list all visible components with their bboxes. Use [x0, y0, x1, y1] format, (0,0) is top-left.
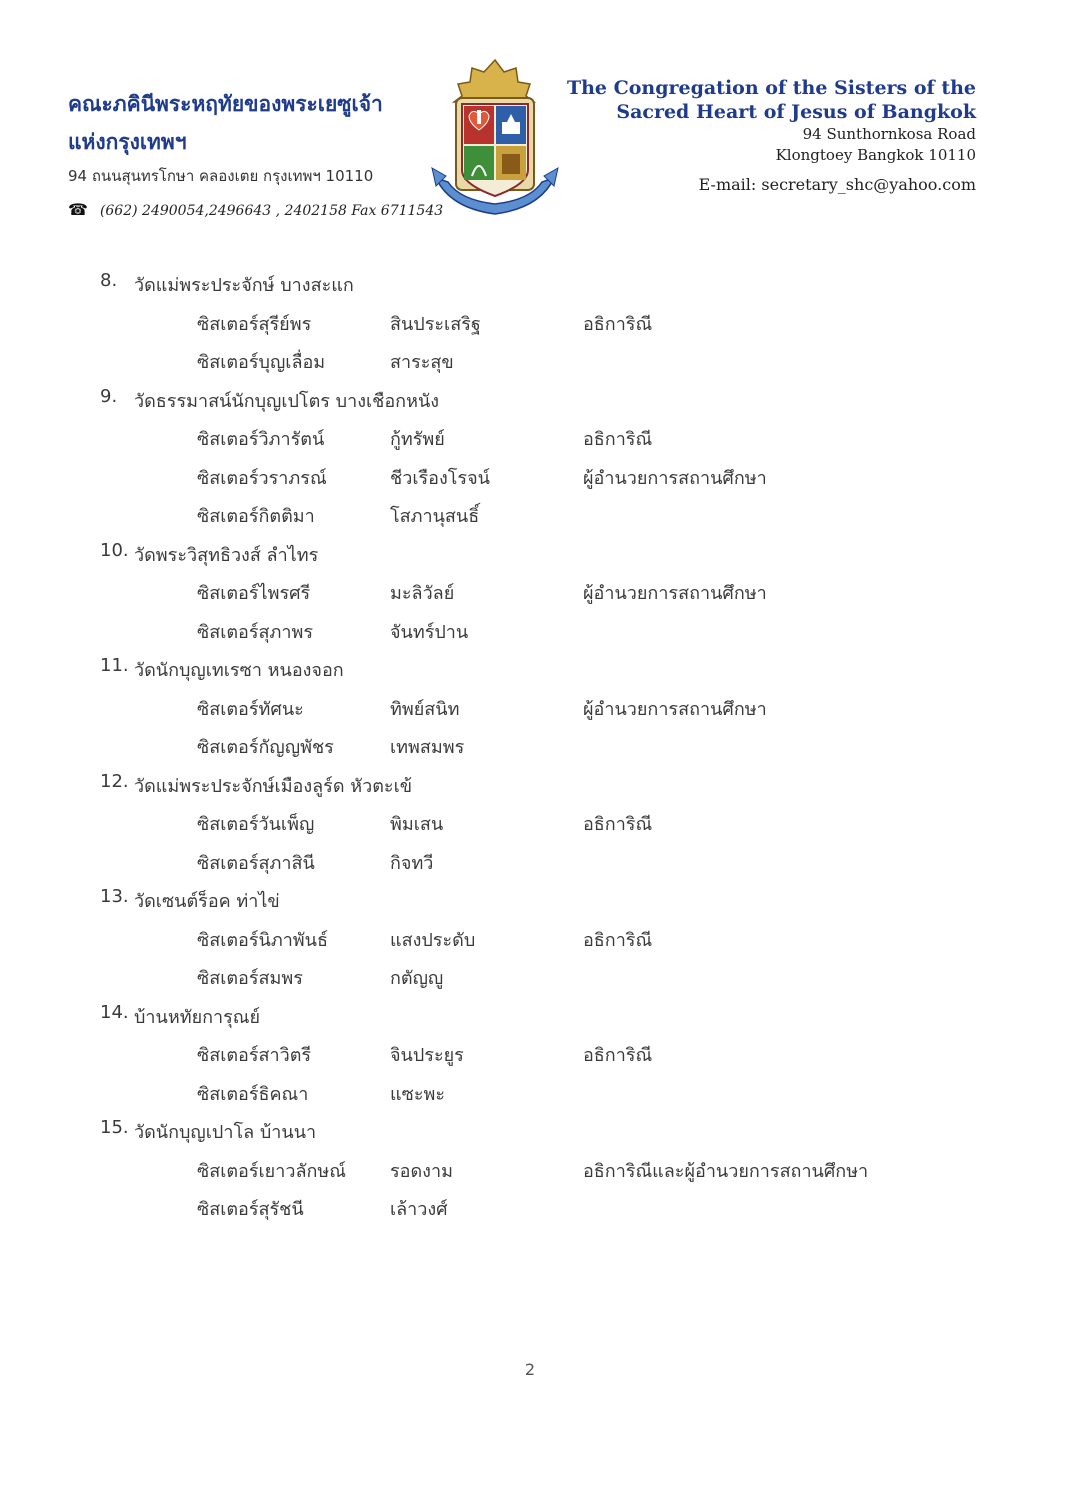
member-row	[0, 1032, 1092, 1071]
org-phone: (662) 2490054,2496643 , 2402158 Fax 6711543	[99, 203, 444, 219]
member-first-name: ซิสเตอร์วันเพ็ญ	[197, 814, 315, 835]
community-number: 8.	[100, 270, 118, 291]
member-last-name: ทิพย์สนิท	[390, 698, 460, 720]
member-row	[0, 570, 1092, 609]
community-name: วัดแม่พระประจักษ์เมืองลูร์ด หัวตะเข้	[134, 775, 413, 797]
member-last-name: พิมเสน	[390, 814, 444, 835]
community-heading	[0, 878, 1092, 917]
community-heading	[0, 994, 1092, 1033]
community-number: 13.	[100, 886, 129, 907]
member-role: อธิการิณี	[583, 929, 653, 951]
member-row	[0, 416, 1092, 455]
org-address-thai: 94 ถนนสุนทรโกษา คลองเตย กรุงเทพฯ 10110	[68, 167, 374, 185]
member-first-name: ซิสเตอร์วราภรณ์	[197, 467, 327, 489]
community-heading	[0, 647, 1092, 686]
community-number: 15.	[100, 1117, 129, 1138]
member-last-name: จินประยูร	[390, 1045, 464, 1066]
member-last-name: สินประเสริฐ	[390, 313, 481, 335]
community-number: 14.	[100, 1001, 129, 1023]
community-directory-list	[0, 262, 1092, 1225]
community-heading	[0, 262, 1092, 301]
member-row	[0, 301, 1092, 340]
org-name-english-line1: The Congregation of the Sisters of the	[566, 77, 976, 99]
member-first-name: ซิสเตอร์นิภาพันธ์	[197, 929, 328, 951]
member-last-name: ชีวเรืองโรจน์	[390, 467, 490, 489]
org-name-thai-line2: แห่งกรุงเทพฯ	[68, 130, 187, 154]
member-row	[0, 609, 1092, 648]
member-first-name: ซิสเตอร์บุญเลื่อม	[197, 352, 326, 373]
member-last-name: กตัญญู	[390, 968, 444, 989]
member-role: อธิการิณี	[583, 814, 653, 835]
telephone-icon: ☎	[68, 200, 88, 219]
member-row	[0, 1071, 1092, 1110]
page-number: 2	[524, 1360, 536, 1379]
member-role: ผู้อำนวยการสถานศึกษา	[583, 467, 767, 489]
member-first-name: ซิสเตอร์สาวิตรี	[197, 1045, 312, 1066]
org-address-english-line1: 94 Sunthornkosa Road	[802, 125, 976, 143]
member-last-name: รอดงาม	[390, 1160, 453, 1182]
member-role: อธิการิณี	[583, 1045, 653, 1066]
org-name-thai-line1: คณะภคินีพระหฤทัยของพระเยซูเจ้า	[68, 92, 383, 116]
community-heading	[0, 1109, 1092, 1148]
member-row	[0, 339, 1092, 378]
community-name: วัดแม่พระประจักษ์ บางสะแก	[134, 275, 354, 296]
community-number: 11.	[100, 655, 129, 676]
member-first-name: ซิสเตอร์สุรัชนี	[197, 1199, 304, 1220]
member-first-name: ซิสเตอร์ไพรศรี	[197, 583, 311, 604]
member-row	[0, 840, 1092, 879]
community-number: 12.	[100, 770, 129, 792]
member-role: อธิการิณี	[583, 313, 653, 335]
member-role: ผู้อำนวยการสถานศึกษา	[583, 583, 767, 604]
member-first-name: ซิสเตอร์ธิคณา	[197, 1083, 309, 1105]
member-first-name: ซิสเตอร์เยาวลักษณ์	[197, 1160, 346, 1182]
member-last-name: เทพสมพร	[390, 737, 465, 758]
member-row	[0, 955, 1092, 994]
community-number: 9.	[100, 385, 118, 407]
member-last-name: แซะพะ	[390, 1083, 446, 1105]
community-heading	[0, 763, 1092, 802]
member-row	[0, 1186, 1092, 1225]
member-row	[0, 686, 1092, 725]
community-heading	[0, 378, 1092, 417]
member-role: อธิการิณีและผู้อำนวยการสถานศึกษา	[583, 1160, 869, 1182]
member-first-name: ซิสเตอร์สุรีย์พร	[197, 313, 312, 335]
congregation-crest-logo	[430, 58, 560, 220]
member-last-name: แสงประดับ	[390, 929, 476, 951]
member-row	[0, 917, 1092, 956]
community-name: วัดพระวิสุทธิวงส์ ลำไทร	[134, 544, 319, 566]
community-heading	[0, 532, 1092, 571]
member-row	[0, 801, 1092, 840]
member-last-name: โสภานุสนธิ์	[390, 506, 480, 527]
member-row	[0, 1148, 1092, 1187]
member-role: ผู้อำนวยการสถานศึกษา	[583, 698, 767, 720]
org-name-english-line2: Sacred Heart of Jesus of Bangkok	[616, 101, 976, 123]
member-last-name: มะลิวัลย์	[390, 583, 455, 604]
member-first-name: ซิสเตอร์สุภาพร	[197, 621, 314, 643]
community-name: วัดเซนต์ร็อค ท่าไข่	[134, 891, 280, 912]
member-first-name: ซิสเตอร์สุภาสินี	[197, 852, 315, 874]
org-email: E-mail: secretary_shc@yahoo.com	[698, 175, 976, 194]
member-last-name: กู้ทรัพย์	[390, 429, 445, 450]
community-name: วัดนักบุญเทเรซา หนองจอก	[134, 660, 344, 681]
member-first-name: ซิสเตอร์สมพร	[197, 968, 303, 989]
org-phone-line	[68, 200, 443, 219]
member-first-name: ซิสเตอร์กัญญพัชร	[197, 737, 334, 758]
member-first-name: ซิสเตอร์วิภารัตน์	[197, 429, 325, 450]
member-row	[0, 724, 1092, 763]
member-last-name: จันทร์ปาน	[390, 621, 469, 643]
community-name: บ้านหทัยการุณย์	[134, 1006, 261, 1028]
member-first-name: ซิสเตอร์กิตติมา	[197, 506, 315, 527]
community-number: 10.	[100, 539, 129, 561]
member-first-name: ซิสเตอร์ทัศนะ	[197, 698, 304, 720]
member-last-name: เล้าวงศ์	[390, 1199, 448, 1220]
community-name: วัดนักบุญเปาโล บ้านนา	[134, 1122, 317, 1143]
member-row	[0, 493, 1092, 532]
member-role: อธิการิณี	[583, 429, 653, 450]
member-last-name: กิจทวี	[390, 852, 434, 874]
community-name: วัดธรรมาสน์นักบุญเปโตร บางเชือกหนัง	[134, 390, 440, 412]
org-address-english-line2: Klongtoey Bangkok 10110	[775, 146, 976, 164]
member-last-name: สาระสุข	[390, 352, 454, 373]
member-row	[0, 455, 1092, 494]
